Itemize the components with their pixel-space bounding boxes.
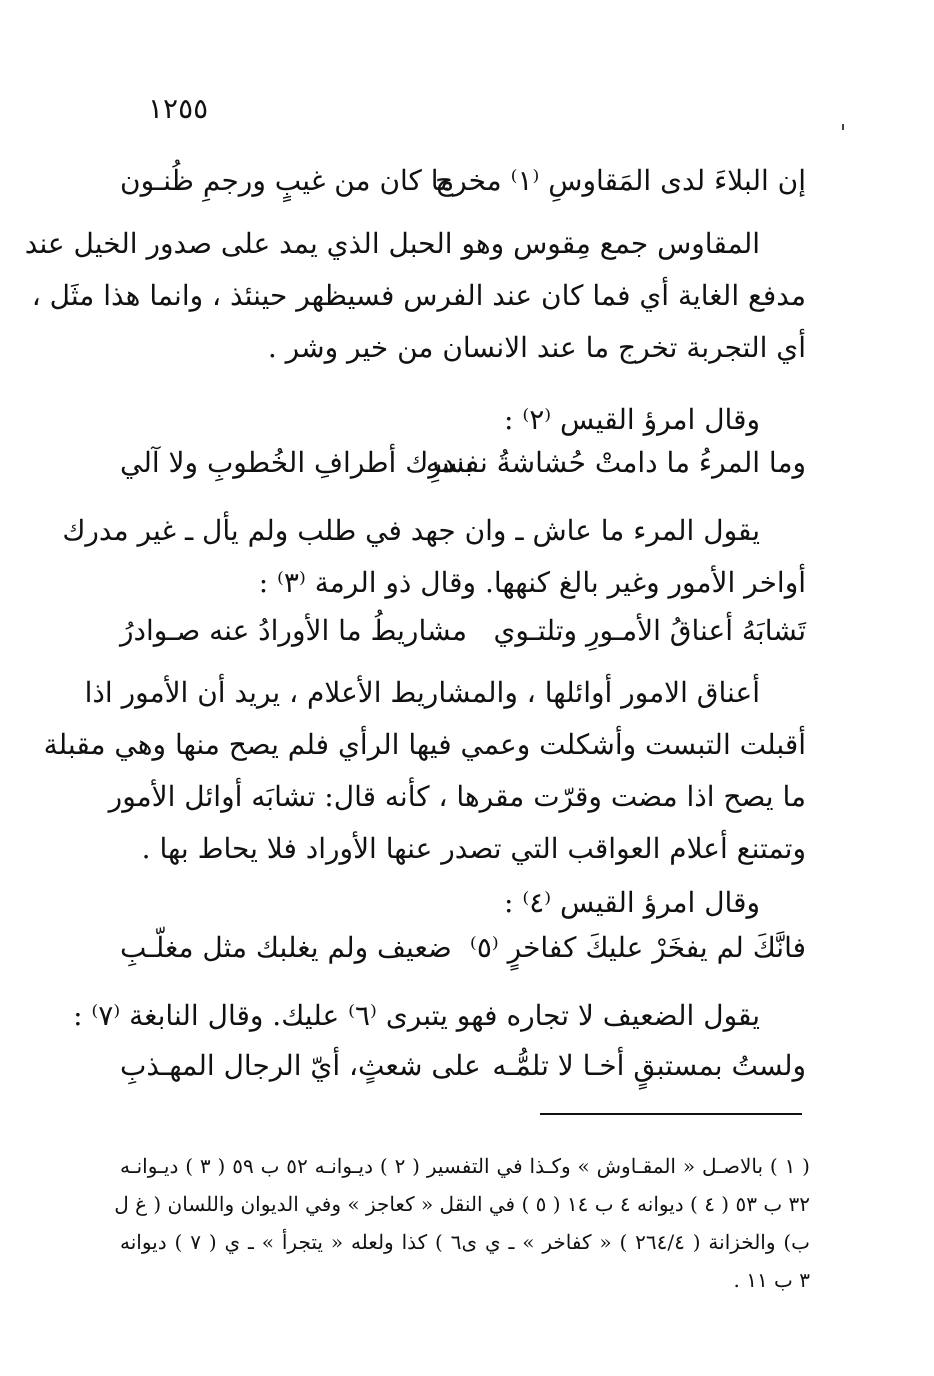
paragraph-3-line-1: أعناق الامور أوائلها ، والمشاريط الأعلام ، يريد أن الأمور اذا: [84, 676, 760, 709]
margin-mark: [842, 124, 844, 130]
verse-3-first-hemistich: تَشابَهُ أعناقُ الأمـورِ وتلتـوي: [493, 614, 806, 647]
verse-2: [120, 437, 806, 489]
verse-3: [120, 605, 806, 657]
verse-2-first-hemistich: وما المرءُ ما دامتْ حُشاشةُ نفسه: [425, 446, 806, 479]
paragraph-3-line-2: أقبلت التبست وأشكلت وعمي فيها الرأي فلم يصح منها وهي مقبلة: [43, 728, 806, 761]
paragraph-1-line-2: مدفع الغاية أي فما كان عند الفرس فسيظهر حينئذ ، وانما هذا مثَل ،: [31, 279, 806, 312]
verse-4: [120, 922, 806, 974]
footnote-separator: [540, 1113, 802, 1115]
intro-imru-al-qais-2: وقال امرؤ القيس ⁽٤⁾ :: [504, 886, 760, 919]
verse-3-second-hemistich: مشاريطُ ما الأورادُ عنه صـوادرُ: [120, 614, 467, 647]
verse-1: [120, 155, 806, 207]
footnote-line-2: ٣٢ ب ٥٣ ( ٤ ) ديوانه ٤ ب ١٤ ( ٥ ) في النقل « كعاجز » وفي الديوان واللسان ( غ ل: [114, 1192, 810, 1216]
paragraph-2-line-1: يقول المرء ما عاش ـ وان جهد في طلب ولم يأل ـ غير مدرك: [62, 514, 760, 547]
verse-4-second-hemistich: ضعيف ولم يغلبك مثل مغلّـبِ: [120, 931, 452, 964]
verse-1-second-hemistich: ما كان من غيبٍ ورجمِ ظُنـون: [120, 164, 455, 197]
paragraph-3-line-4: وتمتنع أعلام العواقب التي تصدر عنها الأوراد فلا يحاط بها .: [141, 832, 806, 865]
verse-5-first-hemistich: ولستُ بمستبقٍ أخـا لا تلمُّـه: [492, 1049, 806, 1082]
verse-5: [120, 1040, 806, 1092]
page-number: ١٢٥٥: [148, 92, 209, 125]
verse-2-second-hemistich: بندرِك أطرافِ الخُطوبِ ولا آلي: [120, 446, 473, 479]
paragraph-1-line-1: المقاوس جمع مِقوس وهو الحبل الذي يمد على صدور الخيل عند: [24, 227, 760, 260]
paragraph-1-line-3: أي التجربة تخرج ما عند الانسان من خير وشر .: [267, 331, 806, 364]
paragraph-3-line-3: ما يصح اذا مضت وقرّت مقرها ، كأنه قال: تشابَه أوائل الأمور: [108, 780, 806, 813]
footnote-line-3: ب) والخزانة ( ٢٦٤/٤ ) « كفاخر » ـ ي ى٦ ) كذا ولعله « يتجرأ » ـ ي ( ٧ ) ديوانه: [120, 1230, 811, 1254]
verse-5-second-hemistich: على شعثٍ، أيّ الرجال المهـذبِ: [120, 1049, 481, 1082]
paragraph-4-line-1: يقول الضعيف لا تجاره فهو يتبرى ⁽٦⁾ عليك. وقال النابغة ⁽٧⁾ :: [73, 999, 760, 1032]
footnote-line-1: ( ١ ) بالاصـل « المقـاوش » وكـذا في التفسير ( ٢ ) ديـوانـه ٥٢ ب ٥٩ ( ٣ ) ديـوانـه: [120, 1154, 810, 1178]
paragraph-2-line-2: أواخر الأمور وغير بالغ كنهها. وقال ذو الرمة ⁽٣⁾ :: [258, 566, 806, 599]
intro-imru-al-qais-1: وقال امرؤ القيس ⁽٢⁾ :: [504, 403, 760, 436]
verse-4-first-hemistich: فانَّكَ لم يفخَرْ عليكَ كفاخرٍ ⁽٥⁾: [469, 931, 806, 964]
footnote-line-4: ٣ ب ١١ .: [733, 1268, 810, 1292]
verse-1-first-hemistich: إن البلاءَ لدى المَقاوسِ ⁽١⁾ مخرج: [435, 164, 806, 197]
